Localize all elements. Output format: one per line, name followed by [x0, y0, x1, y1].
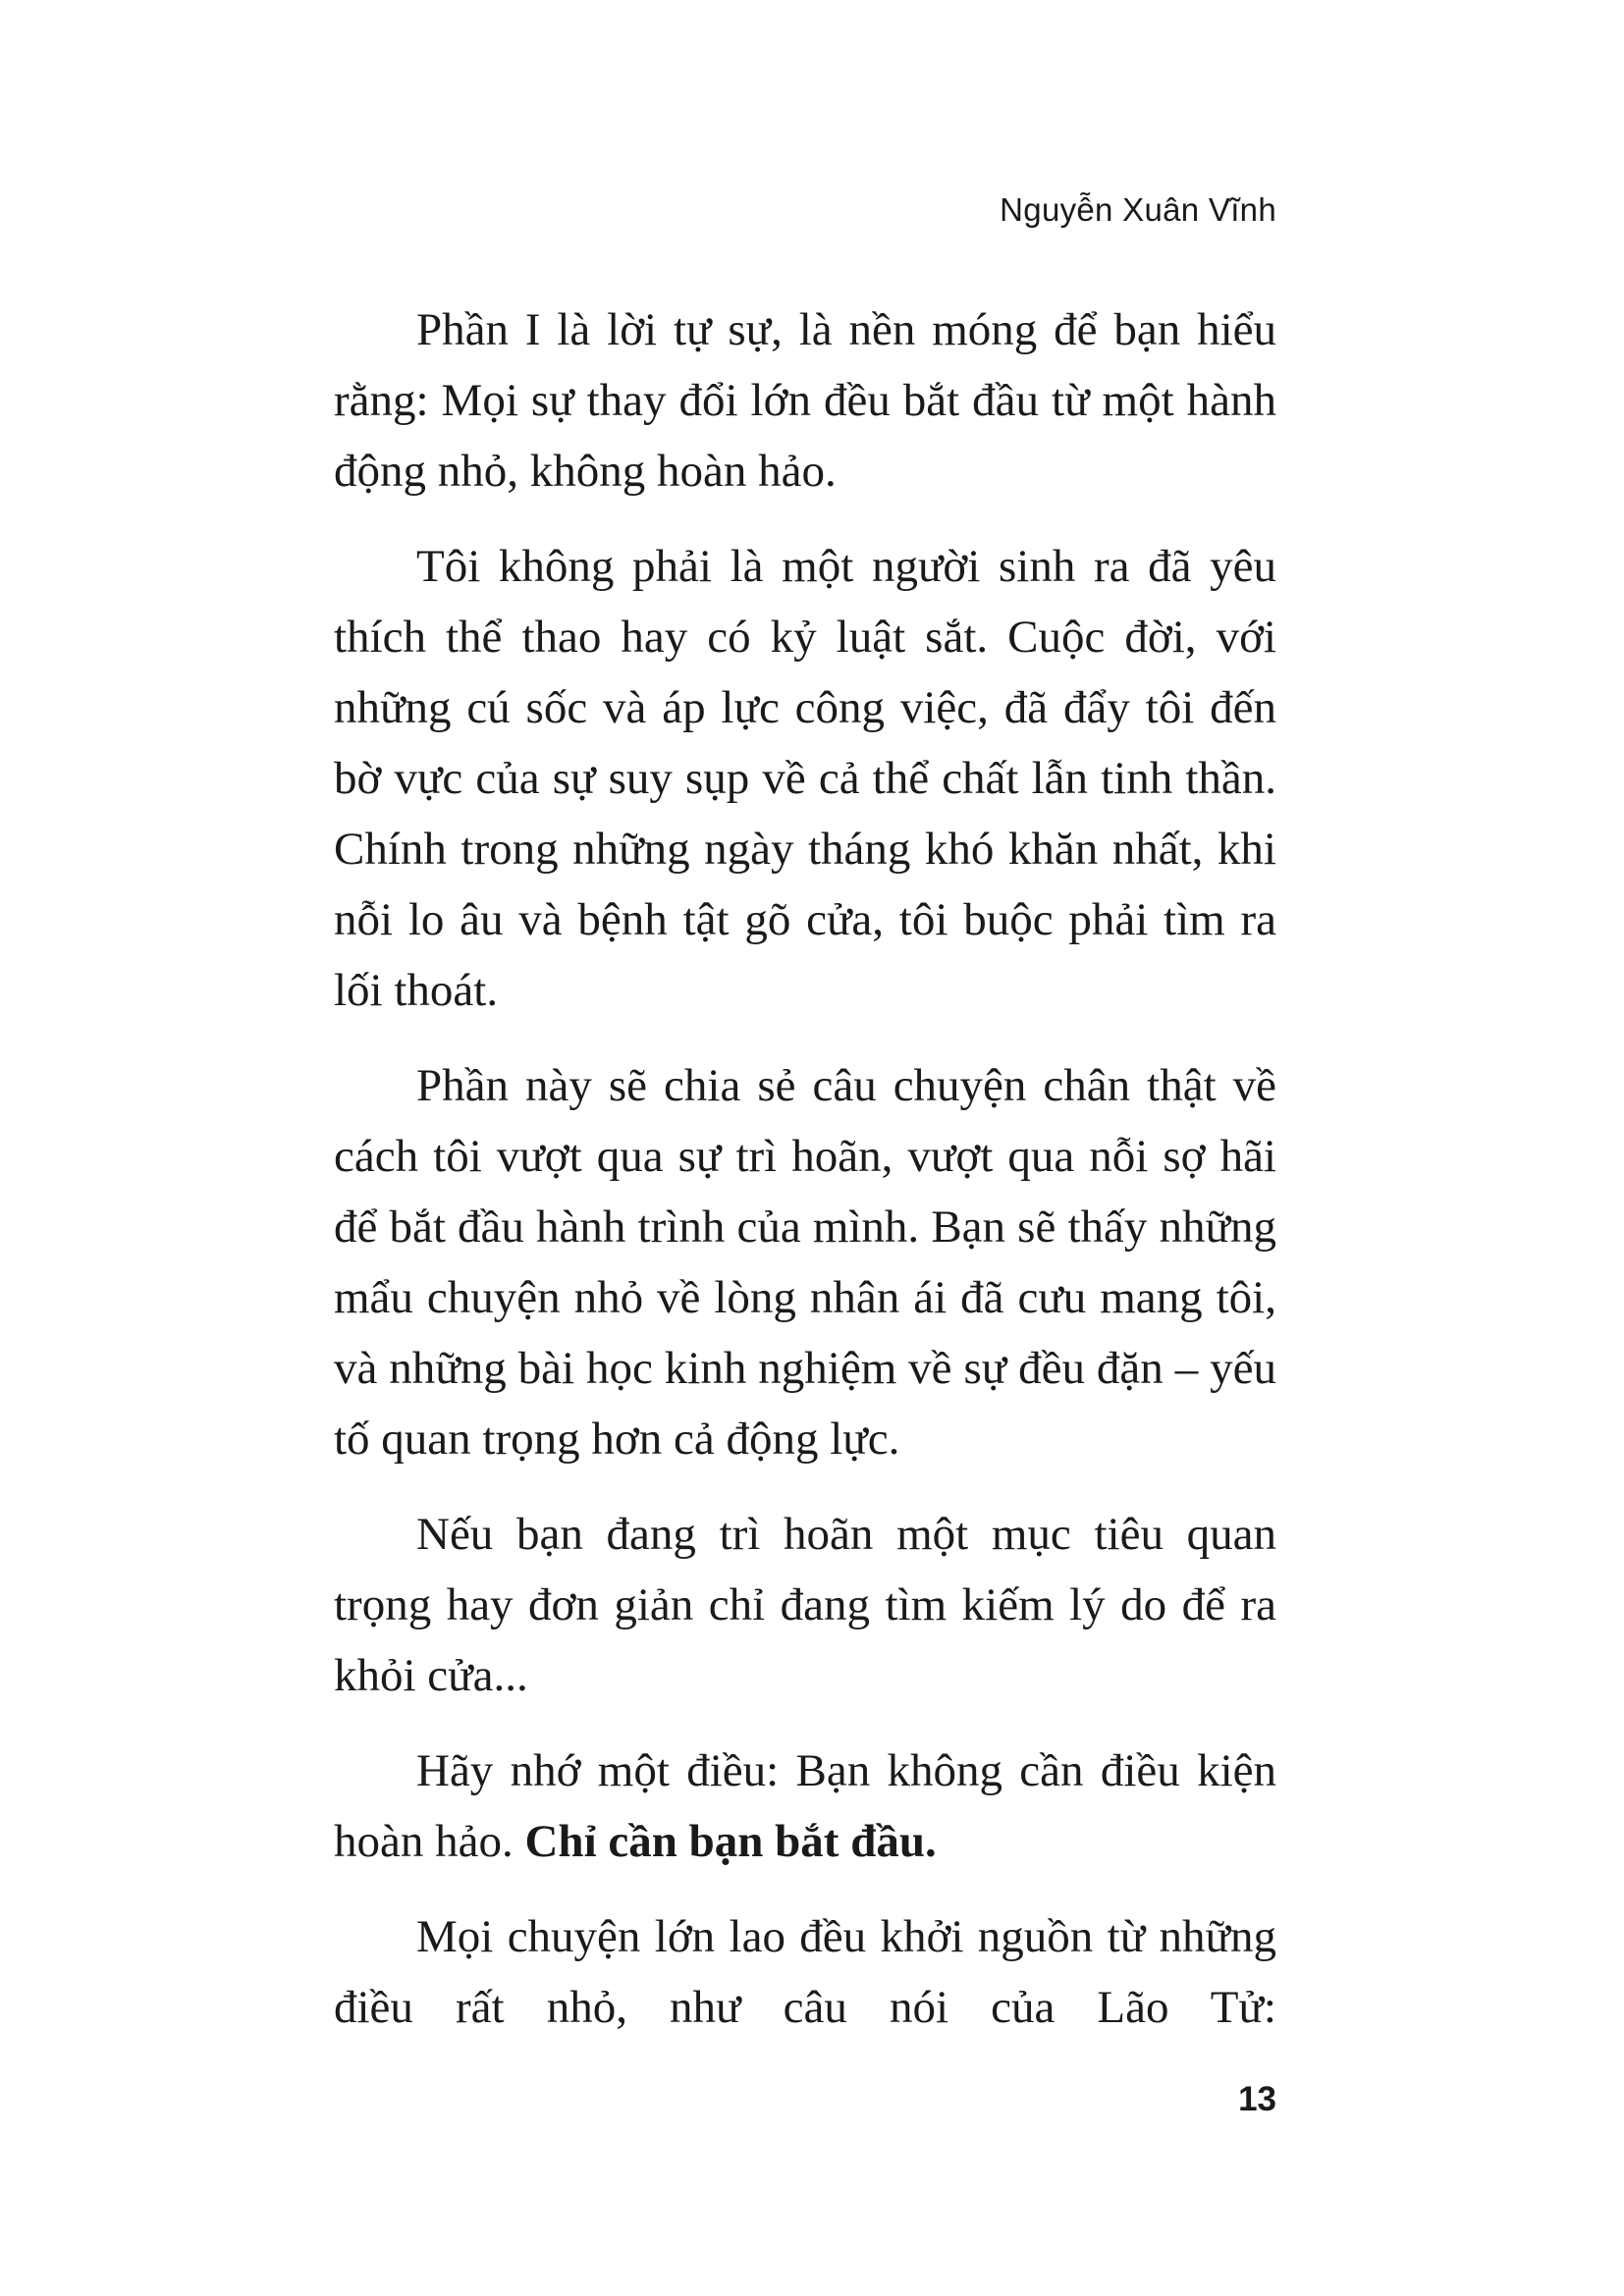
body-text — [334, 294, 1276, 2067]
paragraph-procrastination: Nếu bạn đang trì hoãn một mục tiêu quan trọng hay đơn giản chỉ đang tìm kiếm lý do để ra khỏi cửa... — [334, 1509, 1276, 1701]
paragraph-story: Tôi không phải là một người sinh ra đã yêu thích thể thao hay có kỷ luật sắt. Cuộc đời, với những cú sốc và áp lực công việc, đã đẩy tôi đến bờ vực của sự suy sụp về cả thể chất lẫn tinh thần. Chính trong những ngày tháng khó khăn nhất, khi nỗi lo âu và bệnh tật gõ cửa, tôi buộc phải tìm ra lối thoát. — [334, 541, 1276, 1016]
page-number: 13 — [1238, 2080, 1276, 2118]
reminder-emphasis: Chỉ cần bạn bắt đầu. — [524, 1816, 937, 1867]
paragraph-overview: Phần này sẽ chia sẻ câu chuyện chân thật về cách tôi vượt qua sự trì hoãn, vượt qua nỗi sợ hãi để bắt đầu hành trình của mình. Bạn sẽ thấy những mẩu chuyện nhỏ về lòng nhân ái đã cưu mang tôi, và những bài học kinh nghiệm về sự đều đặn – yếu tố quan trọng hơn cả động lực. — [334, 1060, 1276, 1465]
paragraph-reminder — [334, 1735, 1276, 1877]
paragraph-intro: Phần I là lời tự sự, là nền móng để bạn hiểu rằng: Mọi sự thay đổi lớn đều bắt đầu từ một hành động nhỏ, không hoàn hảo. — [334, 304, 1276, 497]
running-header-author: Nguyễn Xuân Vĩnh — [1000, 191, 1276, 228]
paragraph-closing: Mọi chuyện lớn lao đều khởi nguồn từ những điều rất nhỏ, như câu nói của Lão Tử: — [334, 1911, 1276, 2033]
reminder-text: Hãy nhớ một điều: Bạn không cần điều kiện hoàn hảo. — [334, 1745, 1276, 1867]
